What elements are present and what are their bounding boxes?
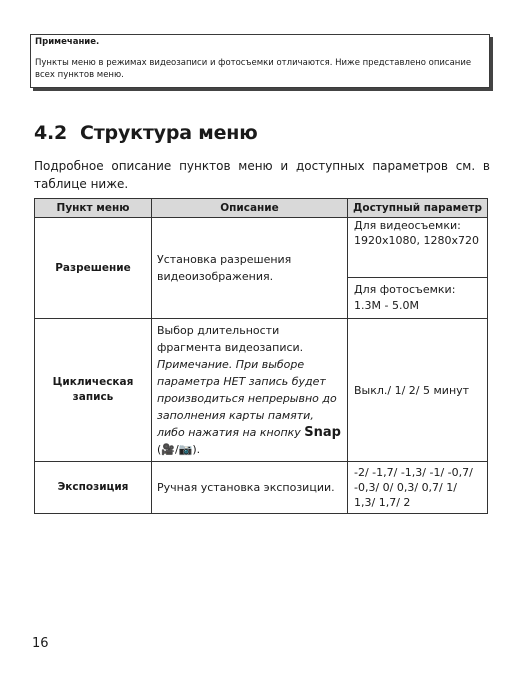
table-row xyxy=(35,462,488,514)
row-description: Ручная установка экспозиции. xyxy=(152,462,348,514)
row-item-resolution: Разрешение xyxy=(35,218,152,319)
section-heading xyxy=(34,122,258,144)
row-description xyxy=(152,319,348,462)
loop-note xyxy=(157,356,342,458)
table-row xyxy=(35,218,488,319)
camera-photo-icon: (🎥/📷). xyxy=(157,443,201,456)
section-title: Структура меню xyxy=(80,122,258,144)
param-photo: Для фотосъемки: 1.3M - 5.0M xyxy=(354,283,456,312)
row-description: Установка разрешения видеоизображения. xyxy=(152,218,348,319)
page-number: 16 xyxy=(32,636,49,651)
section-intro: Подробное описание пунктов меню и доступных параметров см. в таблице ниже. xyxy=(34,159,490,191)
row-param: Выкл./ 1/ 2/ 5 минут xyxy=(348,319,488,462)
menu-table xyxy=(34,198,488,514)
param-video: Для видеосъемки: 1920x1080, 1280x720 xyxy=(348,218,487,278)
row-params xyxy=(348,218,488,319)
row-param: -2/ -1,7/ -1,3/ -1/ -0,7/ -0,3/ 0/ 0,3/ 0,7/ 1/ 1,3/ 1,7/ 2 xyxy=(348,462,488,514)
header-param: Доступный параметр xyxy=(348,199,488,218)
row-item-loop-recording: Циклическая запись xyxy=(35,319,152,462)
loop-description: Выбор длительности фрагмента видеозаписи. xyxy=(157,324,304,354)
snap-button-label: Snap xyxy=(304,425,341,440)
table-header-row xyxy=(35,199,488,218)
note-title: Примечание. xyxy=(35,37,100,47)
section-number: 4.2 xyxy=(34,122,68,144)
note-box xyxy=(30,34,490,88)
row-item-exposure: Экспозиция xyxy=(35,462,152,514)
note-text: Пункты меню в режимах видеозаписи и фотосъемки отличаются. Ниже представлено описание всех пунктов меню. xyxy=(35,58,472,80)
header-description: Описание xyxy=(152,199,348,218)
loop-note-text: Примечание. При выборе параметра НЕТ запись будет производиться непрерывно до заполнения карты памяти, либо нажатия на кнопку xyxy=(157,358,337,439)
table-row xyxy=(35,319,488,462)
header-item: Пункт меню xyxy=(35,199,152,218)
